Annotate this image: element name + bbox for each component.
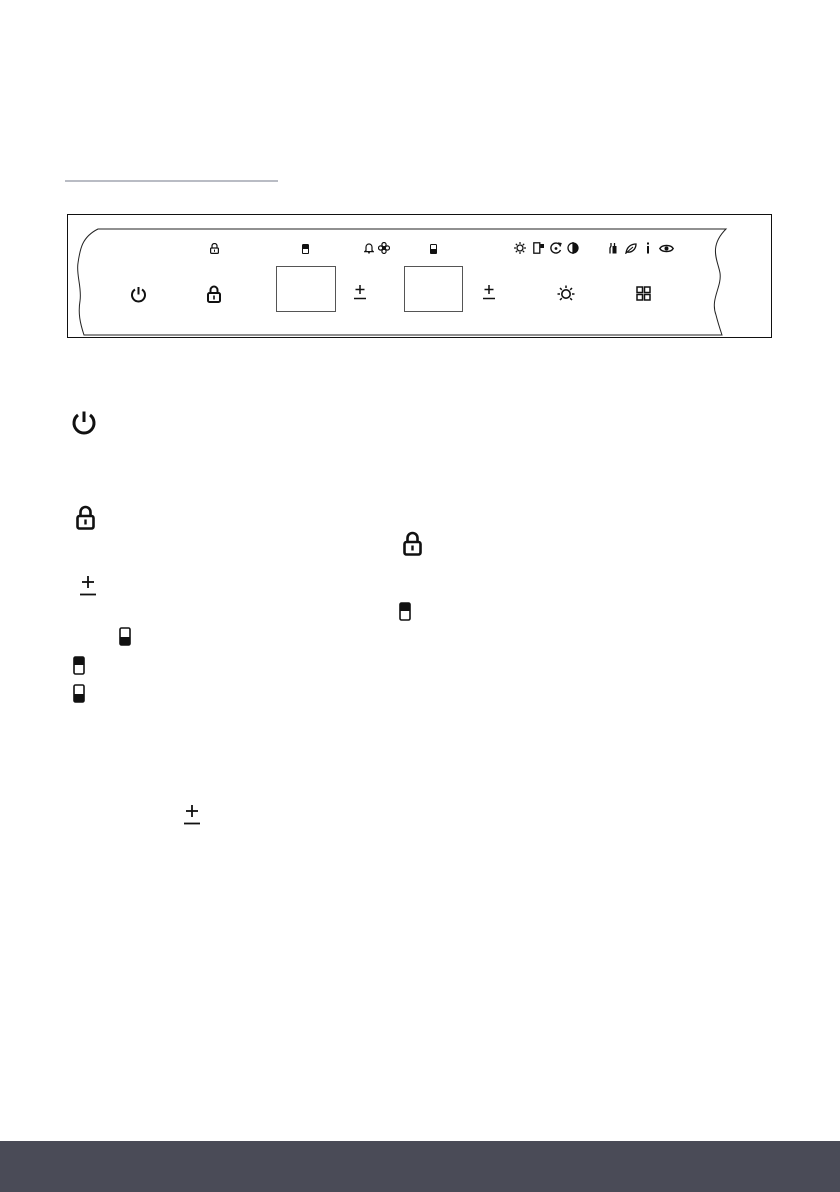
super-freeze-icon — [378, 242, 390, 254]
plus-minus-icon — [79, 575, 97, 596]
power-button[interactable] — [130, 286, 147, 303]
footer-bar — [0, 1141, 840, 1192]
freezer-zone-icon — [119, 627, 131, 646]
fridge-temperature-display — [276, 266, 336, 312]
info-icon — [646, 242, 650, 254]
plus-minus-icon — [482, 284, 496, 300]
freezer-zone-icon — [430, 244, 437, 254]
menu-button[interactable] — [636, 286, 651, 301]
mode-icon — [557, 285, 575, 303]
section-rule — [65, 180, 278, 182]
super-cool-icon — [550, 242, 562, 254]
bottle-cooling-icon — [609, 242, 619, 254]
door-open-icon — [533, 242, 545, 254]
plus-minus-icon — [353, 284, 367, 300]
eye-icon — [659, 244, 674, 253]
holiday-mode-icon — [514, 242, 526, 254]
plus-minus-icon — [183, 804, 201, 825]
fridge-temp-adjust-button[interactable] — [353, 284, 367, 300]
lock-icon — [207, 285, 221, 303]
freezer-zone-icon — [73, 684, 85, 703]
power-icon — [130, 286, 147, 303]
control-panel-diagram — [67, 214, 772, 338]
mode-button[interactable] — [557, 285, 575, 303]
lock-button[interactable] — [207, 285, 221, 303]
child-lock-status-icon — [210, 243, 219, 254]
eco-mode-icon — [567, 242, 579, 254]
lock-icon — [76, 505, 95, 530]
freezer-temperature-display — [404, 266, 463, 312]
fridge-zone-icon — [73, 656, 85, 675]
menu-grid-icon — [636, 286, 651, 301]
leaf-icon — [625, 243, 637, 254]
fridge-zone-icon — [302, 244, 309, 254]
alarm-bell-icon — [364, 242, 374, 254]
fridge-zone-icon — [399, 602, 411, 621]
power-icon — [70, 411, 98, 435]
lock-icon — [403, 531, 422, 556]
freezer-temp-adjust-button[interactable] — [482, 284, 496, 300]
